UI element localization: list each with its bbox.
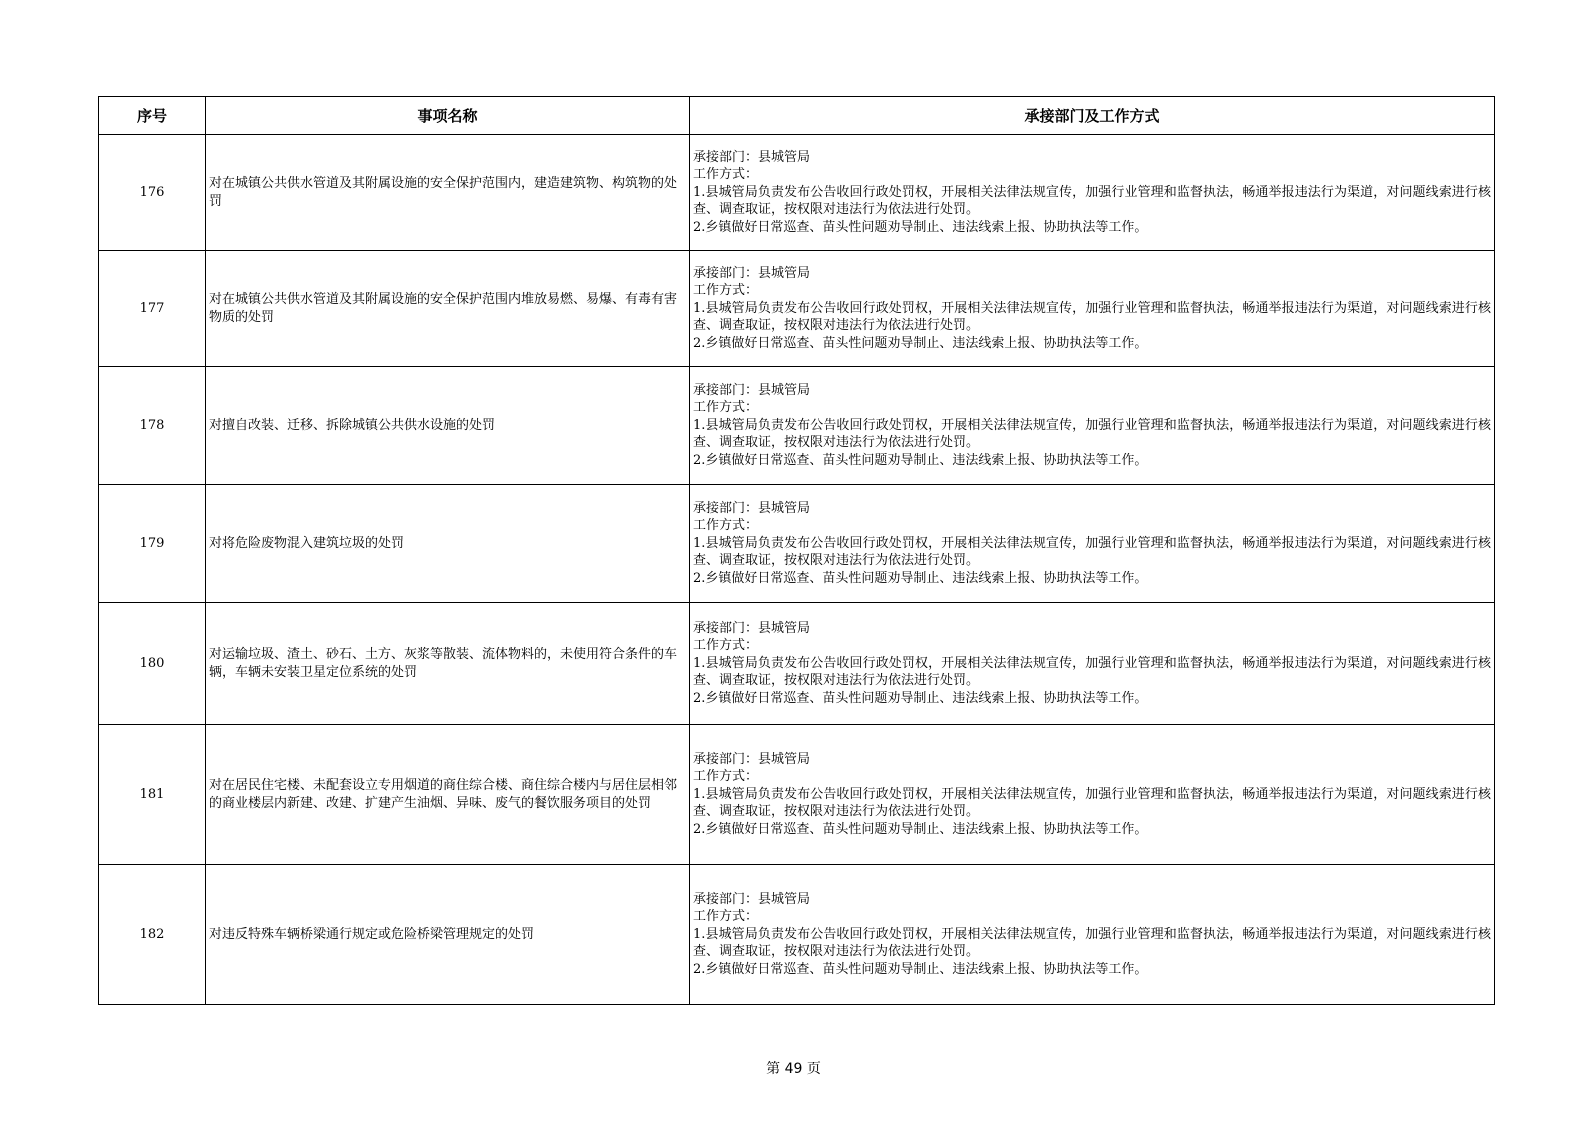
header-department-and-method: 承接部门及工作方式 xyxy=(690,97,1495,135)
row-item-name: 对运输垃圾、渣土、砂石、土方、灰浆等散装、流体物料的，未使用符合条件的车辆，车辆未安装卫星定位系统的处罚 xyxy=(206,603,690,725)
table-row xyxy=(99,251,1495,367)
method-step-1: 1.县城管局负责发布公告收回行政处罚权，开展相关法律法规宣传，加强行业管理和监督执法，畅通举报违法行为渠道，对问题线索进行核查、调查取证，按权限对违法行为依法进行处罚。 xyxy=(693,786,1491,820)
department-line: 承接部门：县城管局 xyxy=(693,751,811,767)
header-row xyxy=(99,97,1495,135)
method-step-2: 2.乡镇做好日常巡查、苗头性问题劝导制止、违法线索上报、协助执法等工作。 xyxy=(693,335,1148,351)
method-label: 工作方式： xyxy=(693,283,759,299)
method-label: 工作方式： xyxy=(693,909,759,925)
department-line: 承接部门：县城管局 xyxy=(693,382,811,398)
method-step-2: 2.乡镇做好日常巡查、苗头性问题劝导制止、违法线索上报、协助执法等工作。 xyxy=(693,570,1148,586)
method-step-1: 1.县城管局负责发布公告收回行政处罚权，开展相关法律法规宣传，加强行业管理和监督执法，畅通举报违法行为渠道，对问题线索进行核查、调查取证，按权限对违法行为依法进行处罚。 xyxy=(693,926,1491,960)
row-serial-number: 181 xyxy=(99,725,206,865)
method-step-2: 2.乡镇做好日常巡查、苗头性问题劝导制止、违法线索上报、协助执法等工作。 xyxy=(693,961,1148,977)
row-department-method xyxy=(690,603,1495,725)
department-line: 承接部门：县城管局 xyxy=(693,265,811,281)
row-item-name: 对擅自改装、迁移、拆除城镇公共供水设施的处罚 xyxy=(206,367,690,485)
table-row xyxy=(99,725,1495,865)
table-row xyxy=(99,485,1495,603)
table-row xyxy=(99,367,1495,485)
method-label: 工作方式： xyxy=(693,518,759,534)
row-department-method xyxy=(690,251,1495,367)
method-step-2: 2.乡镇做好日常巡查、苗头性问题劝导制止、违法线索上报、协助执法等工作。 xyxy=(693,821,1148,837)
method-label: 工作方式： xyxy=(693,167,759,183)
row-department-method xyxy=(690,725,1495,865)
method-label: 工作方式： xyxy=(693,769,759,785)
row-department-method xyxy=(690,485,1495,603)
table-row xyxy=(99,603,1495,725)
row-item-name: 对在居民住宅楼、未配套设立专用烟道的商住综合楼、商住综合楼内与居住层相邻的商业楼层内新建、改建、扩建产生油烟、异味、废气的餐饮服务项目的处罚 xyxy=(206,725,690,865)
row-department-method xyxy=(690,135,1495,251)
row-serial-number: 177 xyxy=(99,251,206,367)
method-step-2: 2.乡镇做好日常巡查、苗头性问题劝导制止、违法线索上报、协助执法等工作。 xyxy=(693,690,1148,706)
method-step-2: 2.乡镇做好日常巡查、苗头性问题劝导制止、违法线索上报、协助执法等工作。 xyxy=(693,219,1148,235)
department-line: 承接部门：县城管局 xyxy=(693,500,811,516)
department-line: 承接部门：县城管局 xyxy=(693,891,811,907)
header-serial-number: 序号 xyxy=(99,97,206,135)
method-label: 工作方式： xyxy=(693,400,759,416)
table-row xyxy=(99,865,1495,1005)
method-step-1: 1.县城管局负责发布公告收回行政处罚权，开展相关法律法规宣传，加强行业管理和监督执法，畅通举报违法行为渠道，对问题线索进行核查、调查取证，按权限对违法行为依法进行处罚。 xyxy=(693,655,1491,689)
row-serial-number: 178 xyxy=(99,367,206,485)
row-item-name: 对在城镇公共供水管道及其附属设施的安全保护范围内堆放易燃、易爆、有毒有害物质的处罚 xyxy=(206,251,690,367)
row-serial-number: 176 xyxy=(99,135,206,251)
department-line: 承接部门：县城管局 xyxy=(693,620,811,636)
method-step-1: 1.县城管局负责发布公告收回行政处罚权，开展相关法律法规宣传，加强行业管理和监督执法，畅通举报违法行为渠道，对问题线索进行核查、调查取证，按权限对违法行为依法进行处罚。 xyxy=(693,184,1491,218)
method-step-1: 1.县城管局负责发布公告收回行政处罚权，开展相关法律法规宣传，加强行业管理和监督执法，畅通举报违法行为渠道，对问题线索进行核查、调查取证，按权限对违法行为依法进行处罚。 xyxy=(693,300,1491,334)
method-step-1: 1.县城管局负责发布公告收回行政处罚权，开展相关法律法规宣传，加强行业管理和监督执法，畅通举报违法行为渠道，对问题线索进行核查、调查取证，按权限对违法行为依法进行处罚。 xyxy=(693,535,1491,569)
row-item-name: 对违反特殊车辆桥梁通行规定或危险桥梁管理规定的处罚 xyxy=(206,865,690,1005)
method-step-2: 2.乡镇做好日常巡查、苗头性问题劝导制止、违法线索上报、协助执法等工作。 xyxy=(693,452,1148,468)
matters-table xyxy=(98,96,1495,1005)
page-number: 第 49 页 xyxy=(766,1061,821,1077)
row-department-method xyxy=(690,367,1495,485)
row-serial-number: 180 xyxy=(99,603,206,725)
table-row xyxy=(99,135,1495,251)
row-serial-number: 179 xyxy=(99,485,206,603)
row-item-name: 对在城镇公共供水管道及其附属设施的安全保护范围内，建造建筑物、构筑物的处罚 xyxy=(206,135,690,251)
method-label: 工作方式： xyxy=(693,638,759,654)
method-step-1: 1.县城管局负责发布公告收回行政处罚权，开展相关法律法规宣传，加强行业管理和监督执法，畅通举报违法行为渠道，对问题线索进行核查、调查取证，按权限对违法行为依法进行处罚。 xyxy=(693,417,1491,451)
row-serial-number: 182 xyxy=(99,865,206,1005)
department-line: 承接部门：县城管局 xyxy=(693,149,811,165)
header-item-name: 事项名称 xyxy=(206,97,690,135)
row-department-method xyxy=(690,865,1495,1005)
row-item-name: 对将危险废物混入建筑垃圾的处罚 xyxy=(206,485,690,603)
